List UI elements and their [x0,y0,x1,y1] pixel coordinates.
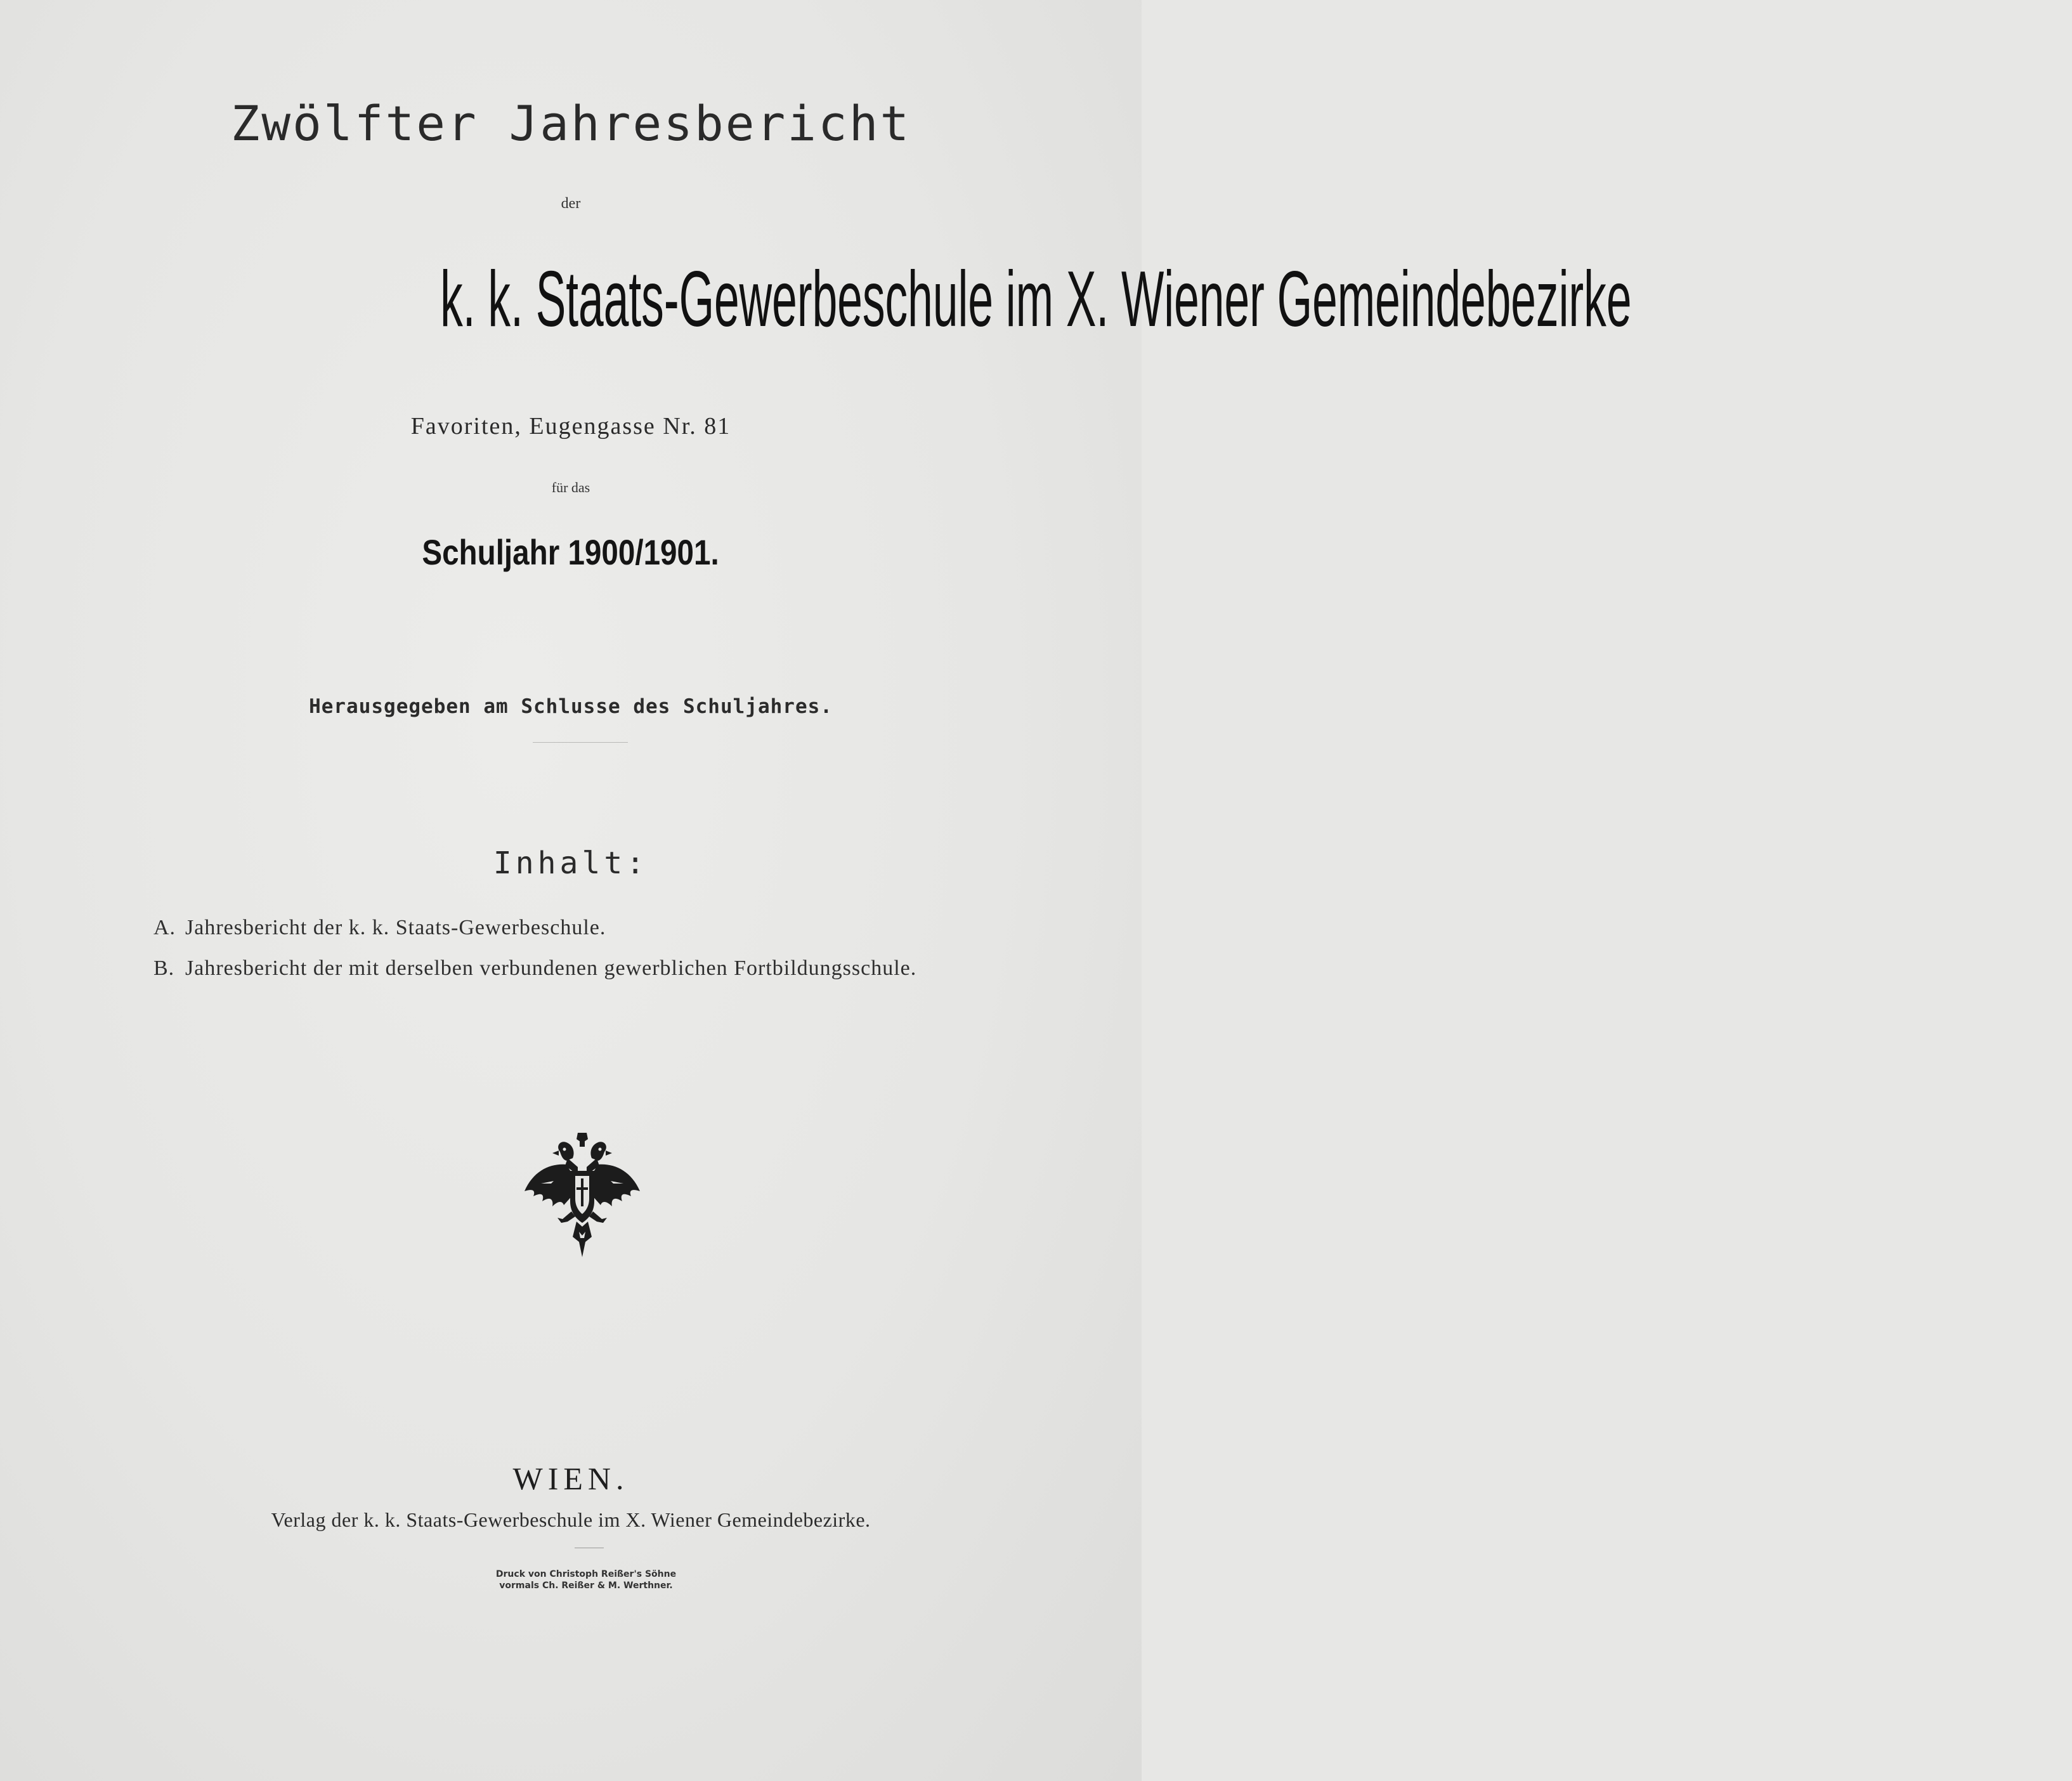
report-title: Zwölfter Jahresbericht [230,95,911,152]
contents-item-text: Jahresbericht der mit derselben verbundenen gewerblichen Fortbildungsschule. [185,956,917,980]
printer-line: Druck von Christoph Reißer's Söhne [495,1569,677,1579]
der-line: der [561,195,581,212]
contents-item-letter: A. [153,916,176,939]
school-name: k. k. Staats-Gewerbeschule im X. Wiener Gemeindebezirke [440,256,1632,343]
double-headed-eagle-icon [522,1130,642,1261]
printer-line: vormals Ch. Reißer & M. Werthner. [499,1581,673,1591]
contents-item-letter: B. [153,956,175,980]
school-address: Favoriten, Eugengasse Nr. 81 [410,413,731,440]
publisher-line: Verlag der k. k. Staats-Gewerbeschule im X. Wiener Gemeindebezirke. [271,1508,871,1531]
city-name: WIEN. [512,1461,629,1496]
contents-item [153,956,916,981]
published-note: Herausgegeben am Schlusse des Schuljahres. [309,695,833,718]
contents-heading: Inhalt: [493,845,649,881]
school-year: Schuljahr 1900/1901. [422,532,720,572]
contents-item-text: Jahresbericht der k. k. Staats-Gewerbeschule. [185,916,606,939]
divider-rule [533,742,628,743]
school-name-block [0,256,1632,343]
fuer-das-line: für das [551,480,590,495]
school-year-block [0,532,1142,573]
contents-item [153,916,606,940]
